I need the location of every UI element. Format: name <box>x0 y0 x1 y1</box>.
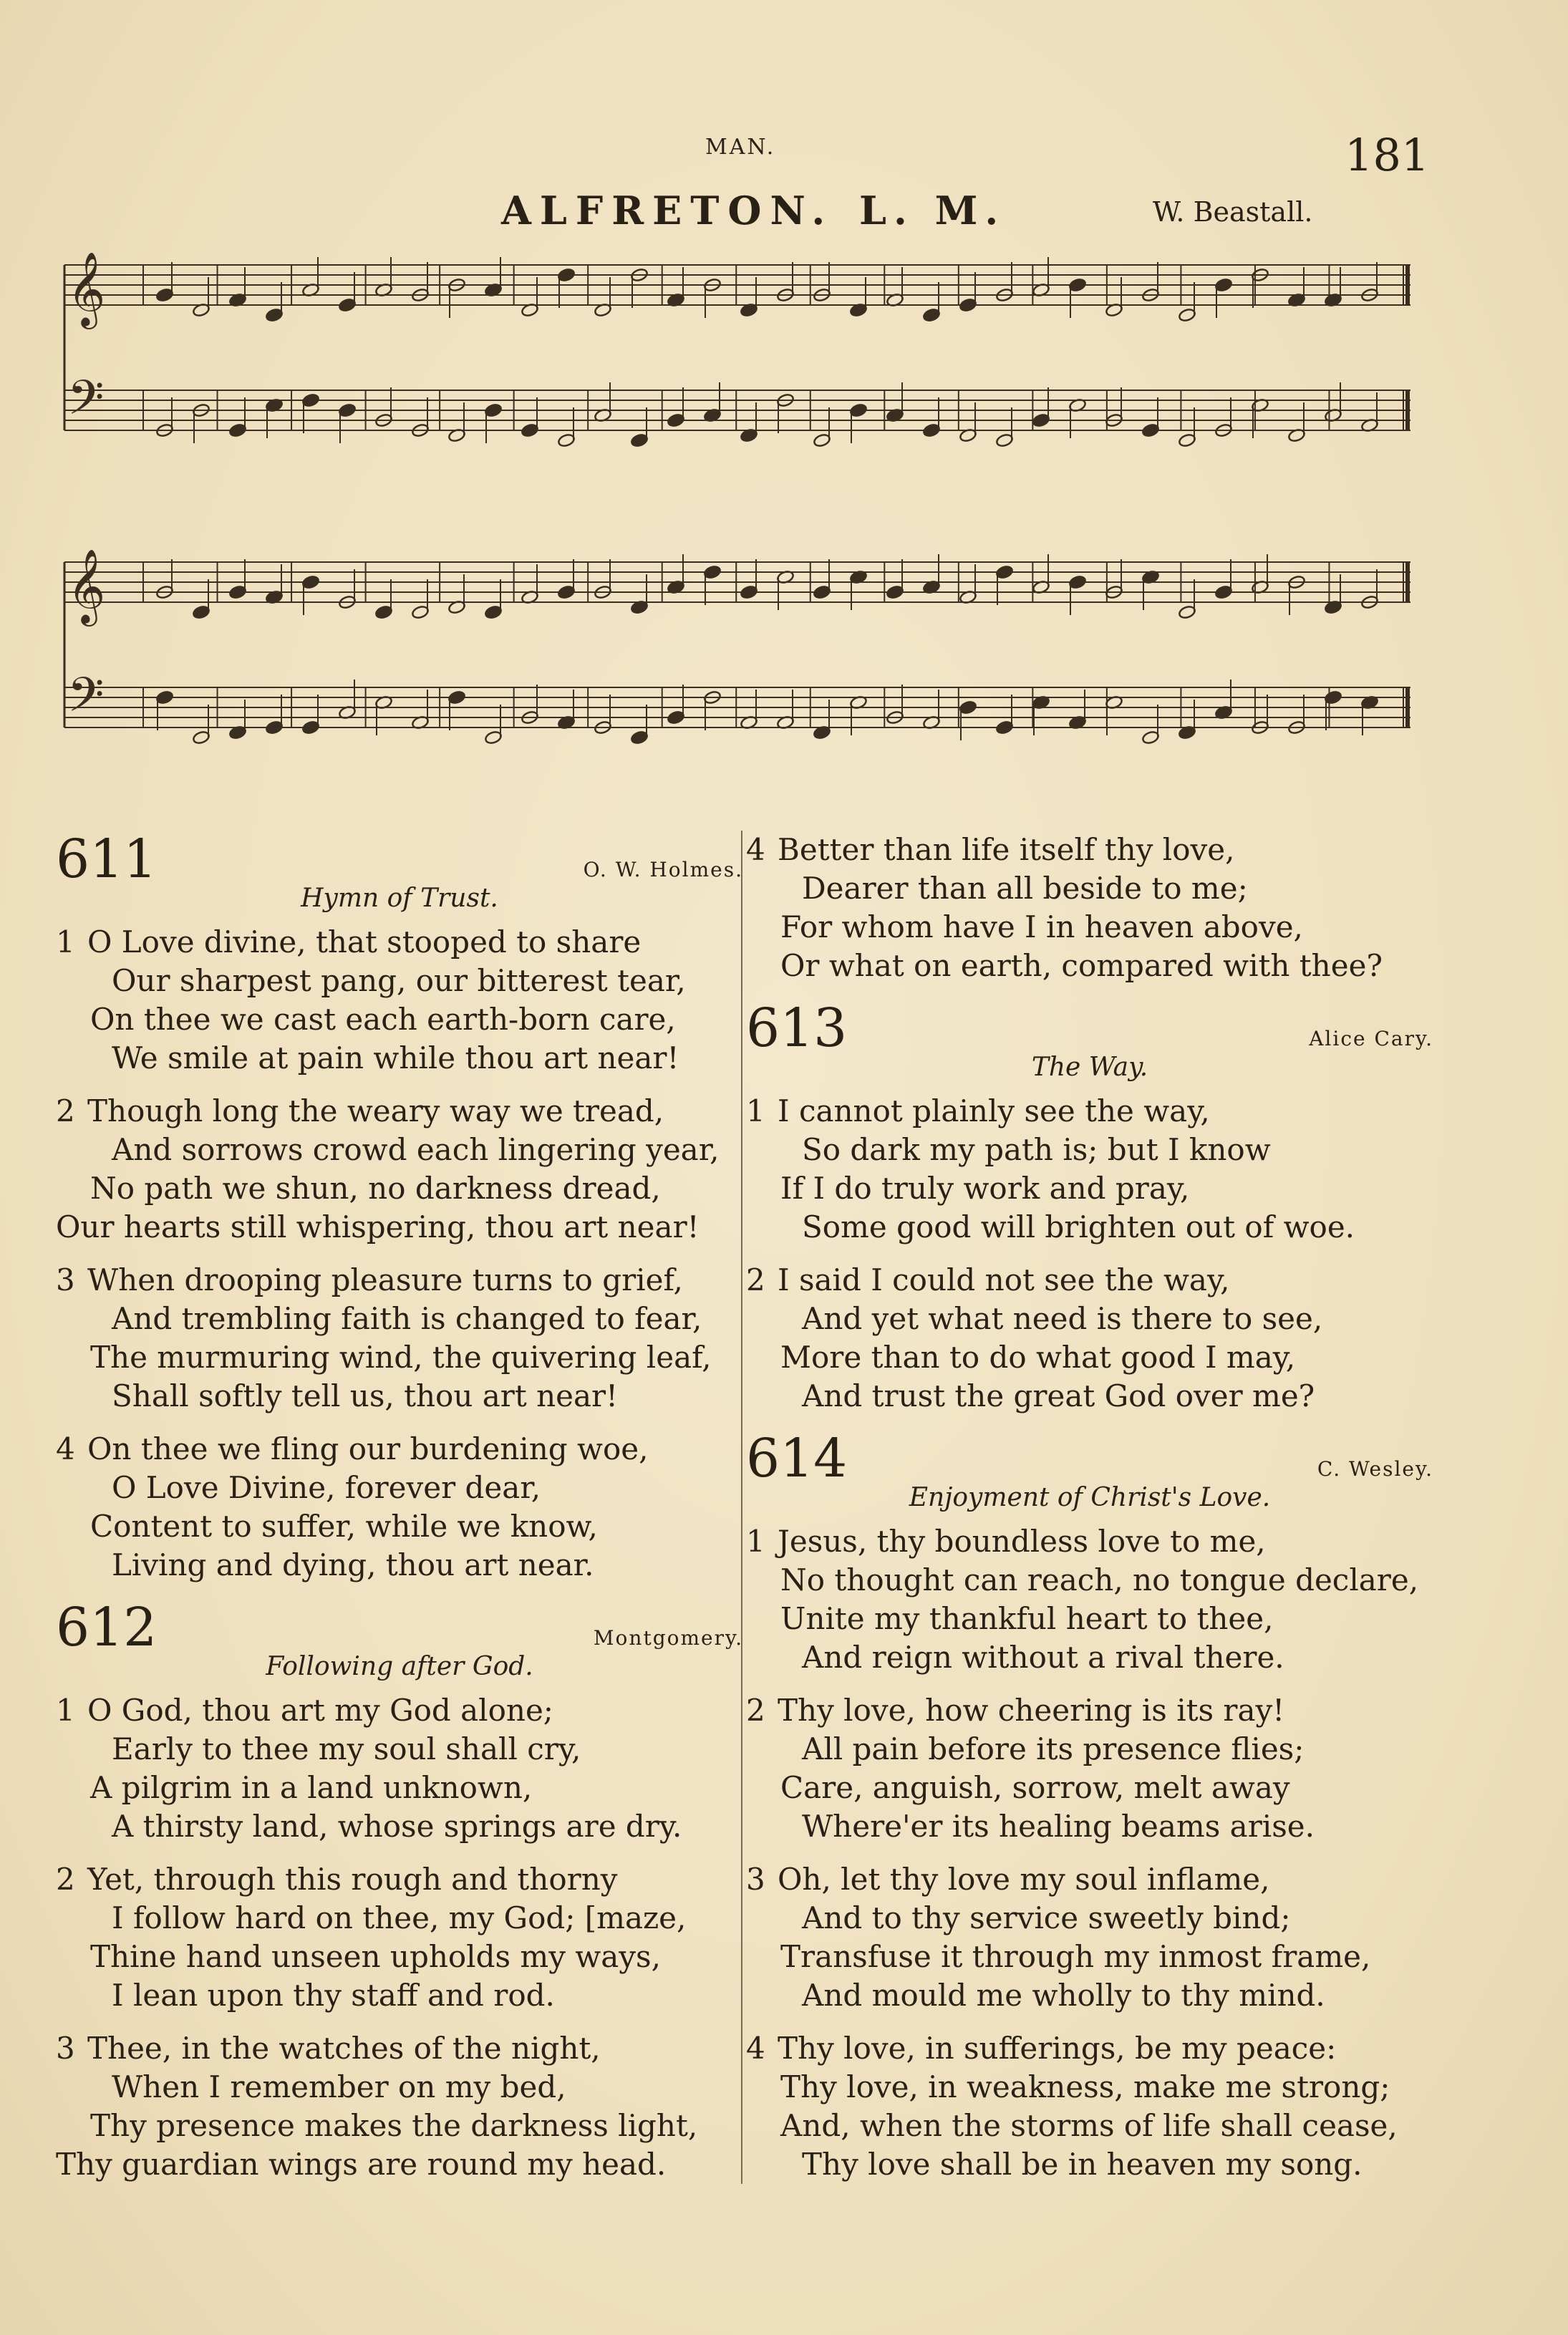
note-head <box>1068 278 1086 293</box>
verse-line: More than to do what good I may, <box>780 1340 1296 1375</box>
note-head <box>557 433 575 448</box>
verse-line: I cannot plainly see the way, <box>778 1093 1210 1128</box>
note-head <box>265 720 283 735</box>
verse-line: And mould me wholly to thy mind. <box>802 1978 1325 2013</box>
verse-line: I lean upon thy staff and rod. <box>112 1978 555 2013</box>
note-head <box>886 585 904 600</box>
note-head <box>521 423 538 438</box>
hymn-614 <box>746 1430 1433 2184</box>
verse-number: 2 <box>56 1093 75 1128</box>
verse-line: Though long the weary way we tread, <box>87 1093 664 1128</box>
verse-number: 1 <box>56 924 75 959</box>
bass-clef: 𝄢 <box>67 370 105 437</box>
note-head <box>228 585 246 600</box>
tune-meter: L. M. <box>859 188 1006 233</box>
verse-line: O Love divine, that stooped to share <box>87 924 642 959</box>
verse <box>56 1430 743 1585</box>
note-head <box>630 433 648 448</box>
verse-line: Thy love, in sufferings, be my peace: <box>778 2031 1337 2066</box>
hymn-author: C. Wesley. <box>1317 1457 1433 1481</box>
note-head <box>959 298 977 313</box>
note-head <box>265 308 283 323</box>
note-head <box>557 585 575 600</box>
verse-line: Or what on earth, compared with thee? <box>780 948 1383 983</box>
verse-line: Thy love shall be in heaven my song. <box>802 2147 1363 2182</box>
note-head <box>813 433 831 448</box>
verse-line: Transfuse it through my inmost frame, <box>780 1939 1371 1974</box>
note-head <box>374 605 392 620</box>
music-score <box>57 243 1425 795</box>
note-head <box>995 720 1013 735</box>
note-head <box>922 308 940 323</box>
verse-line: Thine hand unseen upholds my ways, <box>90 1939 661 1974</box>
note-head <box>849 403 867 418</box>
verse-line: Better than life itself thy love, <box>778 832 1235 867</box>
note-head <box>1141 730 1159 745</box>
verse-number: 3 <box>56 2031 75 2066</box>
verse-line: Thee, in the watches of the night, <box>87 2031 601 2066</box>
note-head <box>1324 690 1342 705</box>
note-head <box>995 433 1013 448</box>
verse-line: Thy love, how cheering is its ray! <box>778 1693 1285 1728</box>
verse-number: 2 <box>746 1693 765 1728</box>
verse-line: Thy guardian wings are round my head. <box>56 2147 667 2182</box>
verse-line: No thought can reach, no tongue declare, <box>780 1562 1419 1597</box>
verse-line: Where'er its healing beams arise. <box>802 1809 1315 1844</box>
verse <box>746 1691 1433 1846</box>
note-head <box>301 393 319 408</box>
hymn-author: Montgomery. <box>593 1626 743 1650</box>
verse-line: No path we shun, no darkness dread, <box>90 1171 661 1206</box>
tune-header <box>501 188 1382 231</box>
note-head <box>155 690 173 705</box>
verse-line: So dark my path is; but I know <box>802 1132 1271 1167</box>
note-head <box>922 423 940 438</box>
note-head <box>192 730 210 745</box>
note-head <box>667 710 684 725</box>
note-head <box>1214 585 1232 600</box>
verse-line: And yet what need is there to see, <box>802 1301 1323 1336</box>
verse-line: Jesus, thy boundless love to me, <box>778 1524 1266 1559</box>
note-head <box>301 575 319 590</box>
verse-line: O God, thou art my God alone; <box>87 1693 553 1728</box>
verse-line: Thy presence makes the darkness light, <box>90 2108 698 2143</box>
note-head <box>338 403 356 418</box>
verse-line: And reign without a rival there. <box>802 1640 1284 1675</box>
right-column <box>746 831 1433 2198</box>
verse-line: Content to suffer, while we know, <box>90 1509 598 1544</box>
verse <box>56 1261 743 1416</box>
hymn-612 <box>56 1599 743 2184</box>
verse-number: 4 <box>746 2031 765 2066</box>
verse-number: 4 <box>746 832 765 867</box>
note-head <box>155 288 173 303</box>
hymn-number: 614 <box>746 1428 848 1489</box>
verse-number: 3 <box>746 1862 765 1897</box>
hymn-author: Alice Cary. <box>1309 1027 1433 1050</box>
verse-line: Our hearts still whispering, thou art near! <box>56 1209 700 1244</box>
note-head <box>338 298 356 313</box>
verse-line: When I remember on my bed, <box>112 2069 566 2104</box>
treble-clef: 𝄞 <box>67 548 106 624</box>
left-column <box>56 828 743 2198</box>
hymn-611 <box>56 828 743 1585</box>
verse-line: Our sharpest pang, our bitterest tear, <box>112 963 686 998</box>
verse-line: O Love Divine, forever dear, <box>112 1470 541 1505</box>
page-number: 181 <box>1345 129 1430 181</box>
verse <box>746 1092 1433 1247</box>
note-head <box>301 720 319 735</box>
note-head <box>228 423 246 438</box>
verse-line: For whom have I in heaven above, <box>780 909 1303 944</box>
note-head <box>1178 433 1196 448</box>
verse-line: A pilgrim in a land unknown, <box>90 1770 533 1805</box>
verse-number: 1 <box>746 1093 765 1128</box>
verse <box>746 1860 1433 2015</box>
verse-line: I said I could not see the way, <box>778 1262 1230 1297</box>
note-head <box>995 565 1013 580</box>
note-head <box>1178 308 1196 323</box>
verse-line: Yet, through this rough and thorny <box>87 1862 618 1897</box>
note-head <box>557 268 575 283</box>
bass-clef: 𝄢 <box>67 667 105 734</box>
verse-number: 2 <box>56 1862 75 1897</box>
verse <box>56 1691 743 1846</box>
note-head <box>447 690 465 705</box>
verse-line: The murmuring wind, the quivering leaf, <box>90 1340 712 1375</box>
note-head <box>703 565 721 580</box>
hymn-subtitle: Following after God. <box>266 1652 533 1681</box>
note-head <box>630 730 648 745</box>
verse-line: Dearer than all beside to me; <box>802 871 1248 906</box>
verse-line: And trembling faith is changed to fear, <box>112 1301 702 1336</box>
verse <box>746 2029 1433 2184</box>
note-head <box>484 605 502 620</box>
verse-line: And sorrows crowd each lingering year, <box>112 1132 720 1167</box>
verse-number: 1 <box>56 1693 75 1728</box>
verse <box>746 831 1433 985</box>
verse <box>746 1261 1433 1416</box>
note-head <box>1214 278 1232 293</box>
verse-line: Oh, let thy love my soul inflame, <box>778 1862 1270 1897</box>
verse-line: And to thy service sweetly bind; <box>802 1900 1291 1935</box>
verse <box>56 2029 743 2184</box>
verse-line: Some good will brighten out of woe. <box>802 1209 1355 1244</box>
note-head <box>1178 605 1196 620</box>
verse-line: Care, anguish, sorrow, melt away <box>780 1770 1290 1805</box>
note-head <box>667 413 684 428</box>
verse-line: When drooping pleasure turns to grief, <box>87 1262 683 1297</box>
verse-line: I follow hard on thee, my God; [maze, <box>112 1900 687 1935</box>
verse-number: 1 <box>746 1524 765 1559</box>
note-head <box>1032 413 1050 428</box>
note-head <box>192 605 210 620</box>
verse-line: On thee we cast each earth-born care, <box>90 1002 676 1037</box>
verse-line: Early to thee my soul shall cry, <box>112 1731 581 1766</box>
hymn-author: O. W. Holmes. <box>583 858 743 881</box>
verse-line: On thee we fling our burdening woe, <box>87 1431 649 1466</box>
note-head <box>1068 575 1086 590</box>
verse-line: Shall softly tell us, thou art near! <box>112 1378 618 1413</box>
verse-number: 4 <box>56 1431 75 1466</box>
verse-line: A thirsty land, whose springs are dry. <box>112 1809 682 1844</box>
note-head <box>740 585 758 600</box>
verse-line: Thy love, in weakness, make me strong; <box>780 2069 1390 2104</box>
verse-line: Living and dying, thou art near. <box>112 1547 594 1582</box>
verse-line: And trust the great God over me? <box>802 1378 1315 1413</box>
verse-number: 3 <box>56 1262 75 1297</box>
verse-number: 2 <box>746 1262 765 1297</box>
hymn-subtitle: Enjoyment of Christ's Love. <box>909 1483 1271 1512</box>
verse-line: If I do truly work and pray, <box>780 1171 1190 1206</box>
hymn-subtitle: The Way. <box>1031 1053 1148 1082</box>
note-head <box>484 730 502 745</box>
verse-line: Unite my thankful heart to thee, <box>780 1601 1274 1636</box>
hymn-number: 612 <box>56 1597 158 1658</box>
verse-line: And, when the storms of life shall cease, <box>780 2108 1398 2143</box>
note-head <box>1141 423 1159 438</box>
composer: W. Beastall. <box>1153 196 1313 228</box>
hymn-613 <box>746 997 1433 1416</box>
verse <box>746 1522 1433 1677</box>
tune-title: ALFRETON. <box>501 188 834 233</box>
verse <box>56 1860 743 2015</box>
hymn-number: 613 <box>746 997 848 1059</box>
hymn-subtitle: Hymn of Trust. <box>301 884 498 913</box>
verse <box>56 923 743 1078</box>
verse-line: We smile at pain while thou art near! <box>112 1040 679 1075</box>
verse <box>56 1092 743 1247</box>
treble-clef: 𝄞 <box>67 251 106 327</box>
note-head <box>484 403 502 418</box>
running-head: MAN. <box>705 135 776 160</box>
note-head <box>813 585 831 600</box>
verse-line: All pain before its presence flies; <box>802 1731 1305 1766</box>
hymn-number: 611 <box>56 828 158 890</box>
note-head <box>411 605 429 620</box>
note-head <box>959 700 977 715</box>
